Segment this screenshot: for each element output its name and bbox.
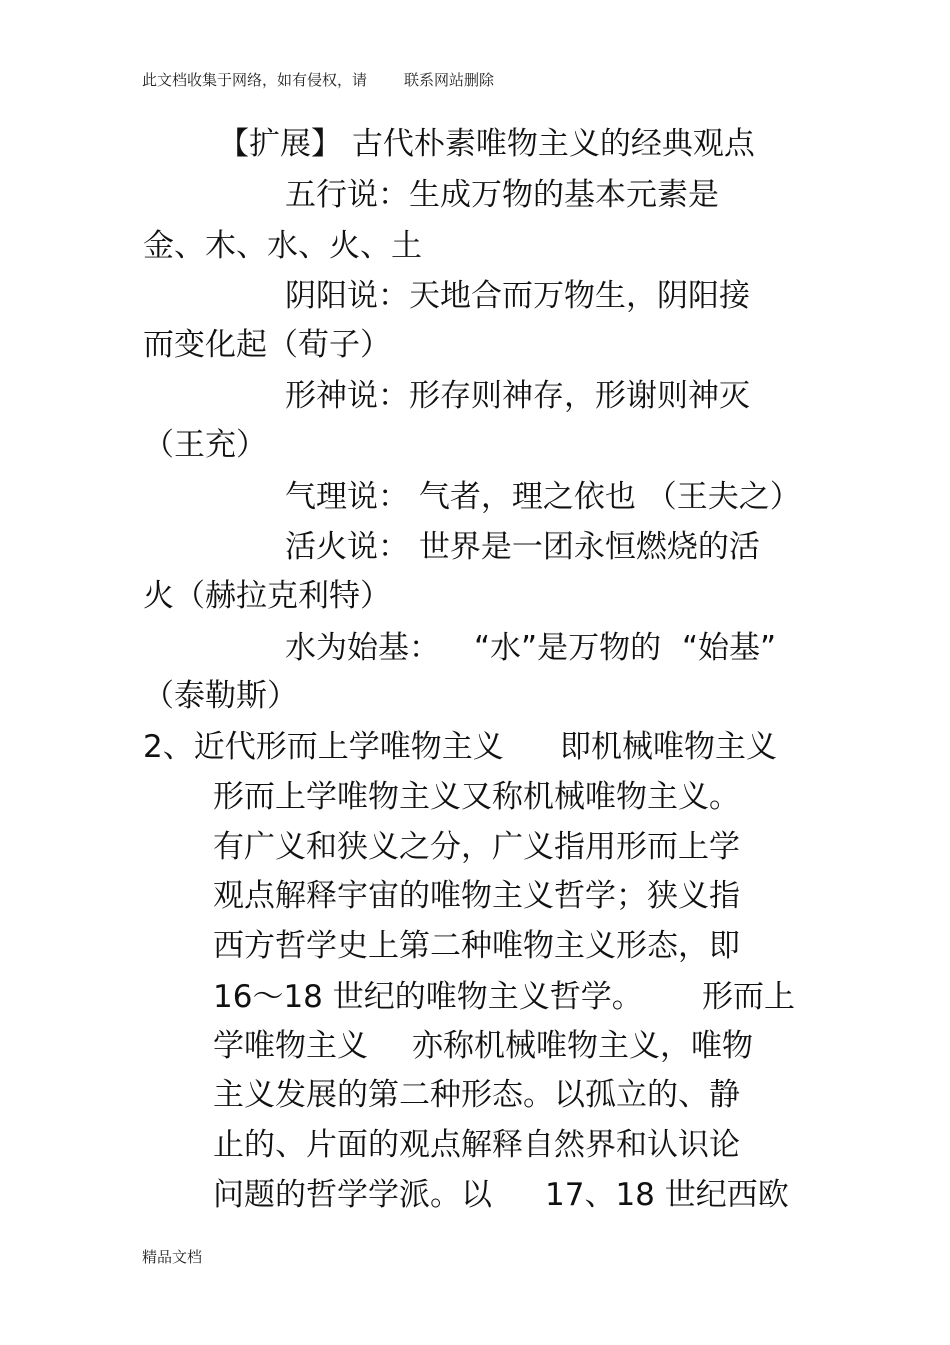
header-left-text: 此文档收集于网络，如有侵权，请: [142, 71, 368, 89]
section2-line-4: 西方哲学史上第二种唯物主义形态，即: [213, 928, 740, 964]
xingshen-line-2: （王充）: [143, 427, 267, 463]
shuiwei-quote-2: “始基”: [682, 630, 777, 666]
section2-line-6b: 亦称机械唯物主义，唯物: [412, 1028, 753, 1064]
section2-line-1: 形而上学唯物主义又称机械唯物主义。: [213, 779, 740, 815]
shuiwei-label: 水为始基：: [285, 630, 440, 666]
section2-heading-a: 2、近代形而上学唯物主义: [143, 729, 504, 765]
shuiwei-quote-1: “水”是万物的: [474, 630, 662, 666]
section2-line-8: 止的、片面的观点解释自然界和认识论: [213, 1127, 740, 1163]
section2-line-3: 观点解释宇宙的唯物主义哲学；狭义指: [213, 878, 740, 914]
section2-line-5a: 16～18 世纪的唯物主义哲学。: [213, 979, 643, 1015]
section2-line-9a: 问题的哲学学派。以: [213, 1177, 492, 1213]
section-title: 【扩展】 古代朴素唯物主义的经典观点: [218, 126, 755, 162]
section2-line-6a: 学唯物主义: [213, 1028, 368, 1064]
huohuo-line-2: 火（赫拉克利特）: [143, 578, 391, 614]
header-right-text: 联系网站删除: [404, 71, 495, 89]
yinyang-line-1: 阴阳说：天地合而万物生，阴阳接: [285, 278, 750, 314]
section2-line-2: 有广义和狭义之分，广义指用形而上学: [213, 829, 740, 865]
wuxing-line-1: 五行说：生成万物的基本元素是: [285, 177, 719, 213]
xingshen-line-1: 形神说：形存则神存，形谢则神灭: [285, 378, 750, 414]
footer-text: 精品文档: [142, 1248, 203, 1266]
section2-line-5b: 形而上: [702, 979, 795, 1015]
section2-line-7: 主义发展的第二种形态。以孤立的、静: [213, 1077, 740, 1113]
huohuo-line-1: 活火说： 世界是一团永恒燃烧的活: [285, 529, 760, 565]
yinyang-line-2: 而变化起（荀子）: [143, 327, 391, 363]
wuxing-line-2: 金、木、水、火、土: [143, 228, 422, 264]
qili-line-1: 气理说： 气者，理之依也 （王夫之）: [285, 479, 801, 515]
section2-heading-b: 即机械唯物主义: [560, 729, 777, 765]
shuiwei-line-2: （泰勒斯）: [143, 678, 298, 714]
section2-line-9b: 17、18 世纪西欧: [545, 1177, 789, 1213]
